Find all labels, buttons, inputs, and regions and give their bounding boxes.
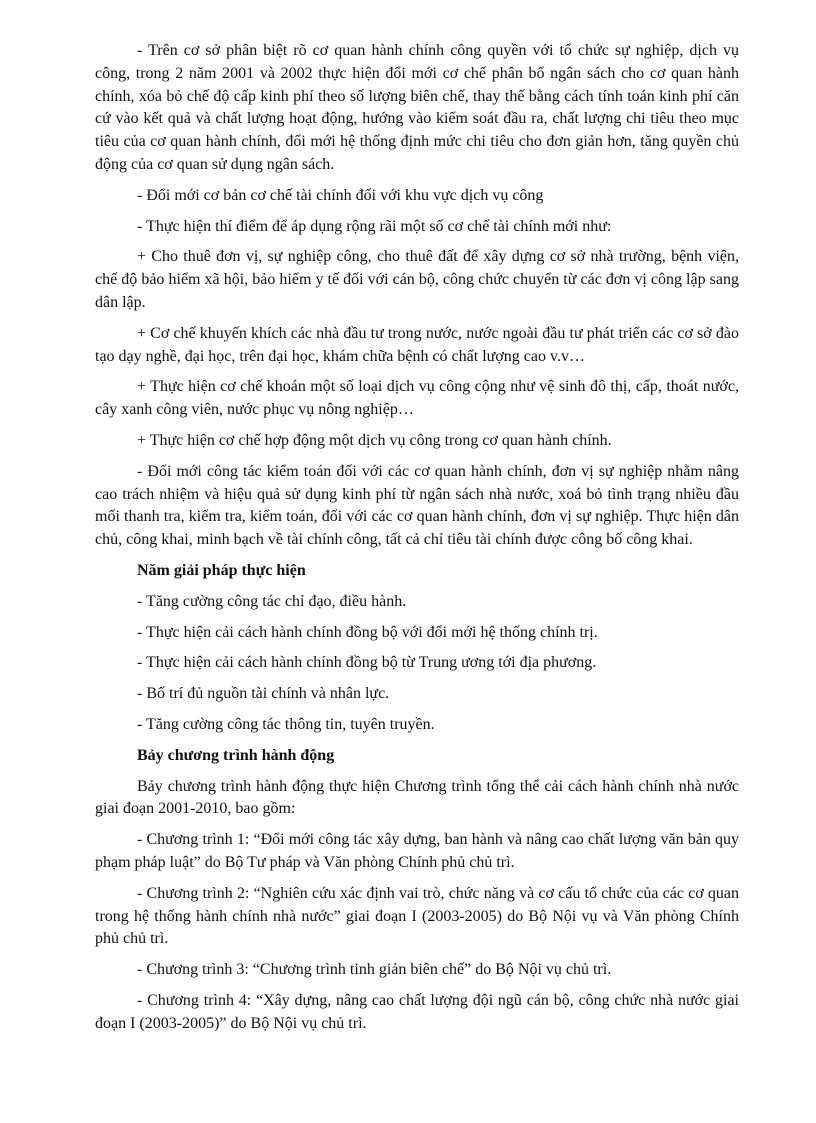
paragraph-investment-incentives: + Cơ chế khuyến khích các nhà đầu tư trong nước, nước ngoài đầu tư phát triển các cơ sở đào tạo dạy nghề, đại học, trên đại học, khám chữa bệnh có chất lượng cao v.v… [95, 324, 739, 365]
document-page [95, 40, 739, 1043]
program-item: - Chương trình 4: “Xây dựng, nâng cao chất lượng đội ngũ cán bộ, công chức nhà nước giai đoạn I (2003-2005)” do Bộ Nội vụ chủ trì. [95, 991, 739, 1032]
paragraph-financial-mechanism: - Đổi mới cơ bản cơ chế tài chính đối với khu vực dịch vụ công [137, 186, 544, 204]
paragraph-contract-services: + Thực hiện cơ chế khoán một số loại dịch vụ công cộng như vệ sinh đô thị, cấp, thoát nước, cây xanh công viên, nước phục vụ nông nghiệp… [95, 378, 739, 419]
heading-programs: Bảy chương trình hành động [137, 746, 335, 764]
paragraph-audit-reform: - Đổi mới công tác kiểm toán đối với các cơ quan hành chính, đơn vị sự nghiệp nhằm nâng cao trách nhiệm và hiệu quả sử dụng kinh phí từ ngân sách nhà nước, xoá bỏ tình trạng nhiều đầu mối thanh tra, kiểm tra, kiểm toán, đối với các cơ quan hành chính, đơn vị sự nghiệp. Thực hiện dân chủ, công khai, minh bạch về tài chính công, tất cả chỉ tiêu tài chính được công bố công khai. [95, 462, 739, 549]
paragraph-service-contracts: + Thực hiện cơ chế hợp động một dịch vụ công trong cơ quan hành chính. [137, 431, 612, 449]
program-item: - Chương trình 1: “Đổi mới công tác xây dựng, ban hành và nâng cao chất lượng văn bản quy phạm pháp luật” do Bộ Tư pháp và Văn phòng Chính phủ chủ trì. [95, 831, 739, 871]
program-item: - Chương trình 2: “Nghiên cứu xác định vai trò, chức năng và cơ cấu tổ chức của các cơ quan trong hệ thống hành chính nhà nước” giai đoạn I (2003-2005) do Bộ Nội vụ và Văn phòng Chính phủ chủ trì. [95, 884, 739, 948]
paragraph-budget-allocation: - Trên cơ sở phân biệt rõ cơ quan hành chính công quyền với tổ chức sự nghiệp, dịch vụ công, trong 2 năm 2001 và 2002 thực hiện đổi mới cơ chế phân bổ ngân sách cho cơ quan hành chính, xóa bỏ chế độ cấp kinh phí theo số lượng biên chế, thay thế bằng cách tính toán kinh phí căn cứ vào kết quả và chất lượng hoạt động, hướng vào kiểm soát đầu ra, chất lượng chi tiêu theo mục tiêu của cơ quan hành chính, đổi mới hệ thống định mức chi tiêu cho đơn giản hơn, tăng quyền chủ động của cơ quan sử dụng ngân sách. [95, 42, 739, 173]
paragraph-programs-intro: Bảy chương trình hành động thực hiện Chương trình tổng thể cải cách hành chính nhà nước giai đoạn 2001-2010, bao gồm: [95, 777, 739, 818]
solution-item: - Tăng cường công tác chỉ đạo, điều hành. [137, 592, 407, 610]
program-item: - Chương trình 3: “Chương trình tinh giản biên chế” do Bộ Nội vụ chủ trì. [137, 961, 612, 979]
solution-item: - Thực hiện cải cách hành chính đồng bộ từ Trung ương tới địa phương. [137, 654, 597, 672]
solution-item: - Tăng cường công tác thông tin, tuyên truyền. [137, 715, 435, 733]
solution-item: - Bố trí đủ nguồn tài chính và nhân lực. [137, 685, 390, 703]
paragraph-pilot-mechanisms: - Thực hiện thí điểm để áp dụng rộng rãi một số cơ chế tài chính mới như: [137, 217, 612, 235]
heading-solutions: Năm giải pháp thực hiện [137, 561, 306, 579]
solution-item: - Thực hiện cải cách hành chính đồng bộ với đổi mới hệ thống chính trị. [137, 623, 598, 641]
paragraph-lease-units: + Cho thuê đơn vị, sự nghiệp công, cho thuê đất để xây dựng cơ sở nhà trường, bệnh viện, chế độ bảo hiểm xã hội, bảo hiểm y tế đối với cán bộ, công chức chuyển từ các đơn vị công lập sang dân lập. [95, 248, 739, 311]
